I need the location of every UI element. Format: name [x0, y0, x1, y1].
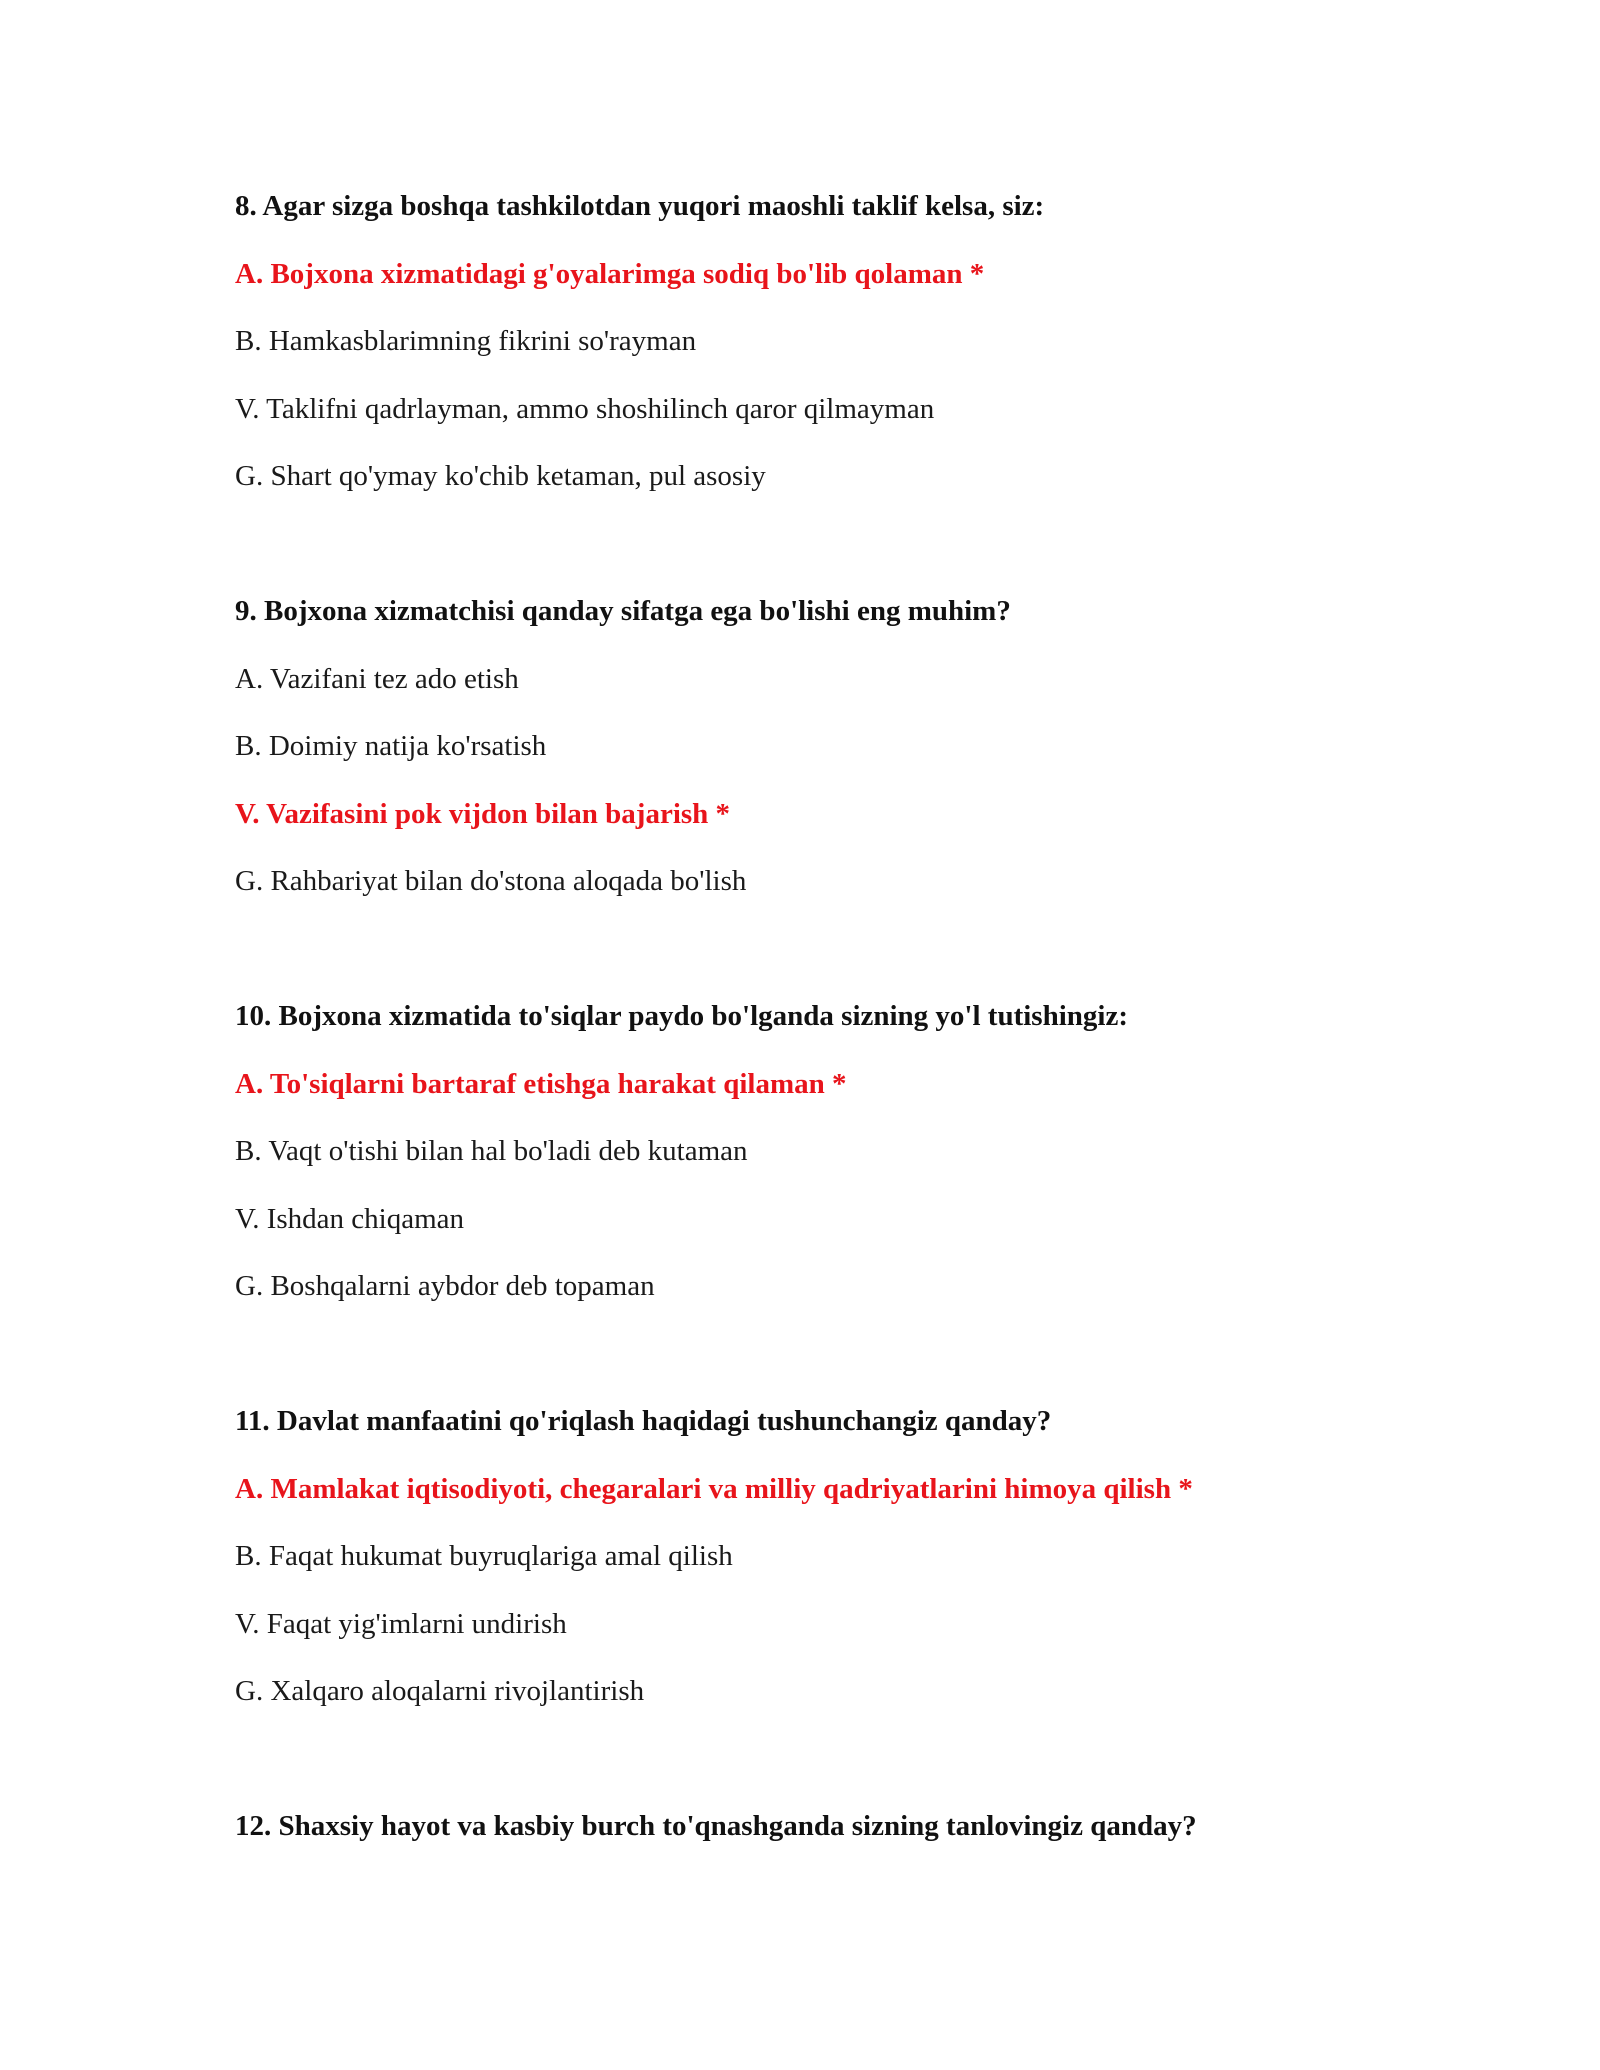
- question-10: [235, 998, 1435, 1336]
- question-8-option-g: G. Shart qo'ymay ko'chib ketaman, pul asosiy: [235, 460, 766, 492]
- question-10-option-b: B. Vaqt o'tishi bilan hal bo'ladi deb kutaman: [235, 1135, 748, 1167]
- question-9-text: 9. Bojxona xizmatchisi qanday sifatga ega bo'lishi eng muhim?: [235, 595, 1011, 627]
- question-9-option-g: G. Rahbariyat bilan do'stona aloqada bo'lish: [235, 865, 747, 897]
- question-11-text: 11. Davlat manfaatini qo'riqlash haqidagi tushunchangiz qanday?: [235, 1405, 1052, 1437]
- question-10-option-v: V. Ishdan chiqaman: [235, 1202, 464, 1235]
- question-9: [235, 593, 1435, 931]
- question-11-option-g: G. Xalqaro aloqalarni rivojlantirish: [235, 1675, 645, 1707]
- question-9-option-b: B. Doimiy natija ko'rsatish: [235, 730, 547, 762]
- question-9-option-a: A. Vazifani tez ado etish: [235, 662, 519, 695]
- question-8: [235, 188, 1435, 526]
- question-10-option-g: G. Boshqalarni aybdor deb topaman: [235, 1270, 655, 1302]
- question-10-option-a: A. To'siqlarni bartaraf etishga harakat qilaman *: [235, 1067, 847, 1100]
- question-8-option-b: B. Hamkasblarimning fikrini so'rayman: [235, 325, 697, 357]
- question-11-option-b: B. Faqat hukumat buyruqlariga amal qilish: [235, 1540, 733, 1572]
- question-11-option-a: A. Mamlakat iqtisodiyoti, chegaralari va milliy qadriyatlarini himoya qilish *: [235, 1472, 1193, 1505]
- question-12-text: 12. Shaxsiy hayot va kasbiy burch to'qnashganda sizning tanlovingiz qanday?: [235, 1810, 1197, 1842]
- question-12: [235, 1808, 1435, 1876]
- question-11-option-v: V. Faqat yig'imlarni undirish: [235, 1607, 567, 1640]
- question-8-option-a: A. Bojxona xizmatidagi g'oyalarimga sodiq bo'lib qolaman *: [235, 257, 985, 290]
- question-10-text: 10. Bojxona xizmatida to'siqlar paydo bo'lganda sizning yo'l tutishingiz:: [235, 1000, 1128, 1032]
- question-8-text: 8. Agar sizga boshqa tashkilotdan yuqori maoshli taklif kelsa, siz:: [235, 190, 1045, 222]
- question-9-option-v: V. Vazifasini pok vijdon bilan bajarish *: [235, 797, 731, 830]
- question-8-option-v: V. Taklifni qadrlayman, ammo shoshilinch qaror qilmayman: [235, 392, 935, 425]
- question-11: [235, 1403, 1435, 1741]
